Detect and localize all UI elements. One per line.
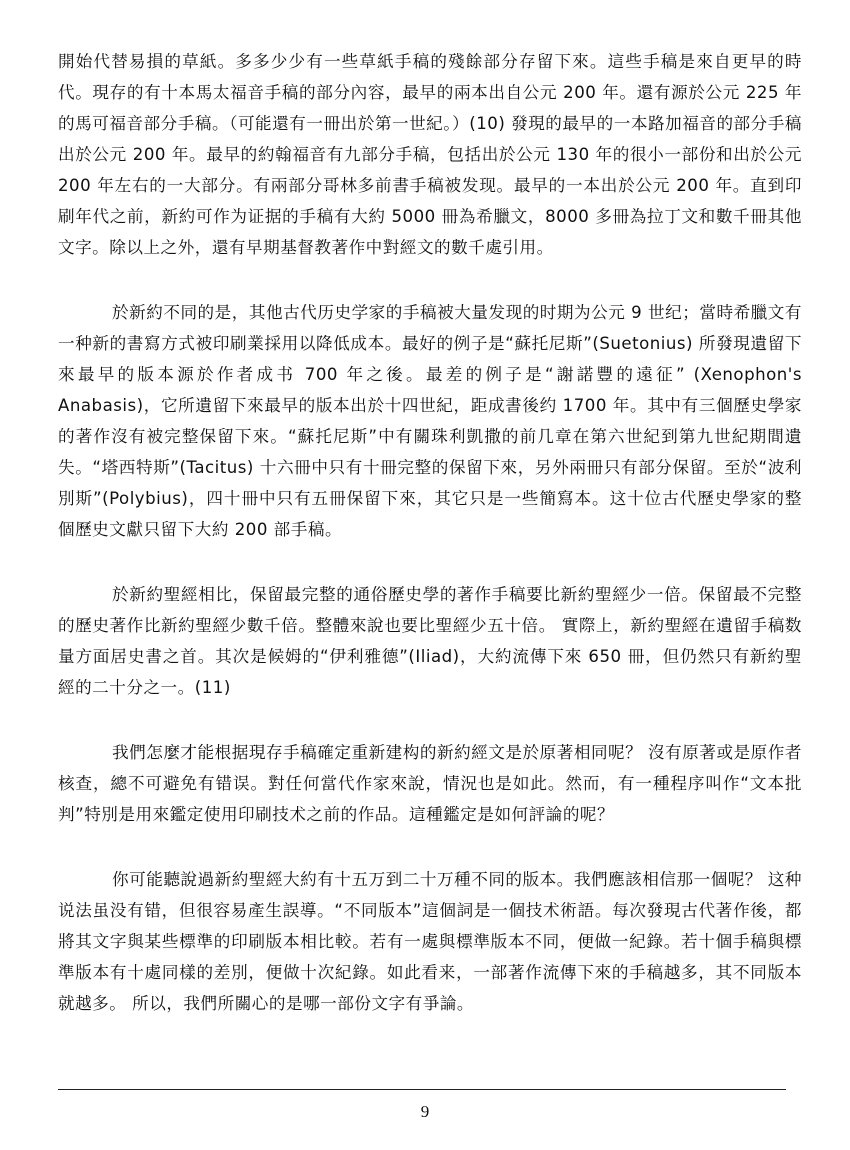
footer-divider xyxy=(58,1089,786,1090)
body-text xyxy=(58,46,802,1053)
page-number: 9 xyxy=(420,1102,430,1121)
paragraph-3: 於新約聖經相比，保留最完整的通俗歷史學的著作手稿要比新約聖經少一倍。保留最不完整的歷史著作比新約聖經少數千倍。整體來說也要比聖經少五十倍。 實際上，新約聖經在遺留手稿数量方面居史書之首。其次是候姆的“伊利雅德”(Iliad)，大約流傳下來 650 冊，但仍然只有新約聖經的二十分之一。(11) xyxy=(58,585,802,697)
paragraph-4: 我們怎麼才能根据現存手稿確定重新建构的新約經文是於原著相同呢？ 沒有原著或是原作者核查，總不可避免有错误。對任何當代作家來說，情況也是如此。然而，有一種程序叫作“文本批判”特別是用來鑑定使用印刷技术之前的作品。這種鑑定是如何評論的呢？ xyxy=(58,743,802,824)
paragraph-2: 於新約不同的是，其他古代历史学家的手稿被大量发现的时期为公元 9 世纪；當時希臘文有一种新的書寫方式被印刷業採用以降低成本。最好的例子是“蘇托尼斯”(Suetonius) 所發現遺留下來最早的版本源於作者成书 700 年之後。最差的例子是“謝諾豐的遠征” (Xenophon's Anabasis)，它所遺留下來最早的版本出於十四世紀，距成書後约 1700 年。其中有三個歷史學家的著作沒有被完整保留下來。“蘇托尼斯”中有關珠利凱撒的前几章在第六世紀到第九世紀期間遺失。“塔西特斯”(Tacitus) 十六冊中只有十冊完整的保留下來，另外兩冊只有部分保留。至於“波利別斯”(Polybius)，四十冊中只有五冊保留下來，其它只是一些簡寫本。这十位古代歷史學家的整個歷史文獻只留下大約 200 部手稿。 xyxy=(58,303,802,539)
paragraph-5: 你可能聽說過新約聖經大約有十五万到二十万種不同的版本。我們應該相信那一個呢？ 这种说法虽没有错，但很容易產生誤導。“不同版本”這個詞是一個技术術語。每次發現古代著作後，都將其文字與某些標準的印刷版本相比較。若有一處與標準版本不同，便做一紀錄。若十個手稿與標準版本有十處同樣的差別，便做十次紀錄。如此看来，一部著作流傳下來的手稿越多，其不同版本就越多。 所以，我們所關心的是哪一部份文字有爭論。 xyxy=(58,870,802,1013)
paragraph-1: 開始代替易損的草紙。多多少少有一些草紙手稿的殘餘部分存留下來。這些手稿是來自更早的時代。現存的有十本馬太福音手稿的部分內容，最早的兩本出自公元 200 年。還有源於公元 225 年的馬可福音部分手稿。（可能還有一冊出於第一世紀。）(10) 發現的最早的一本路加福音的部分手稿出於公元 200 年。最早的約翰福音有九部分手稿，包括出於公元 130 年的很小一部份和出於公元 200 年左右的一大部分。有兩部分哥林多前書手稿被发现。最早的一本出於公元 200 年。直到印刷年代之前，新約可作为证据的手稿有大約 5000 冊為希臘文，8000 多冊為拉丁文和數千冊其他文字。除以上之外，還有早期基督教著作中對經文的數千處引用。 xyxy=(58,52,802,257)
